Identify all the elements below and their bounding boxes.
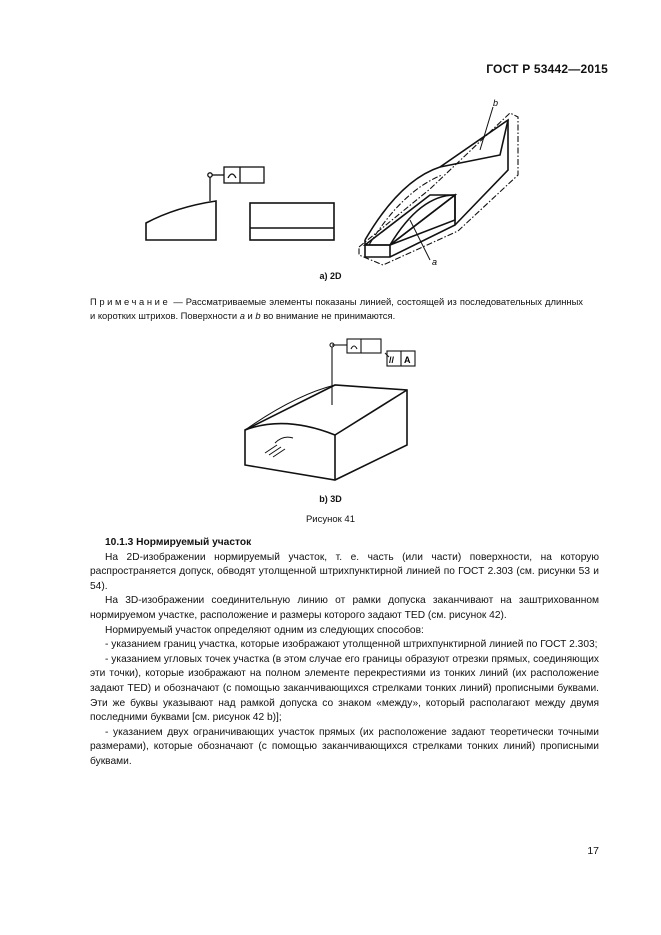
figure-a-2d-drawing xyxy=(140,95,530,275)
paragraph-2: На 3D-изображении соединительную линию от рамки допуска заканчивают на заштрихованном нормируемом участке, расположение и размеры которого задают TED (см. рисунок 42). xyxy=(90,595,599,621)
list-item-1: - указанием границ участка, которые изображают утолщенной штрихпунктирной линией по ГОСТ 2.303; xyxy=(105,639,598,651)
label-b: b xyxy=(493,98,499,108)
paragraph-1: На 2D-изображении нормируемый участок, т. е. часть (или части) поверхности, на которую распространяется допуск, обводят утолщенной штрихпунктирной линией по ГОСТ 2.303 (см. рисунки 53 и 54). xyxy=(90,551,599,592)
tolerance-frame-b xyxy=(347,339,381,353)
page-number: 17 xyxy=(587,845,599,857)
frame-symbol: // xyxy=(389,355,395,365)
isometric-view xyxy=(365,120,508,257)
front-view xyxy=(250,203,334,240)
list-item-3: - указанием двух ограничивающих участок прямых (их расположение задают теоретически точными размерами), которые обозначают (с помощью заканчивающихся стрелками тонких линий) прописными буквами. xyxy=(90,726,599,767)
profile-view xyxy=(146,201,216,240)
figure-number-caption: Рисунок 41 xyxy=(305,514,356,525)
dash-dot-outline xyxy=(359,113,518,265)
section-heading: 10.1.3 Нормируемый участок xyxy=(105,537,252,548)
paragraph-3: Нормируемый участок определяют одним из следующих способов: xyxy=(105,624,424,636)
frame-datum: A xyxy=(404,355,411,365)
label-a: a xyxy=(432,257,438,267)
note-paragraph: Примечание — Рассматриваемые элементы показаны линией, состоящей из последовательных длинных и коротких штрихов. Поверхности a и b во внимание не принимаются. xyxy=(90,296,583,321)
figure-a-caption: a) 2D xyxy=(319,271,342,281)
figure-b-3d-drawing xyxy=(235,335,435,490)
figure-b-caption: b) 3D xyxy=(319,494,342,504)
list-item-2: - указанием угловых точек участка (в этом случае его границы образуют отрезки прямых, соединяющих эти точки), которые изображают на полном элементе перекрестиями из тонких линий (их расположение задают TED) и обозначают (с помощью заканчивающихся стрелками тонких линий) прописными буквами. Эти же буквы указывают над рамкой допуска со знаком «между», который располагают между двумя последними буквами [см. рисунок 42 b)]; xyxy=(90,653,599,724)
note-label: Примечание xyxy=(90,296,171,307)
section-body xyxy=(90,536,599,770)
document-header: ГОСТ Р 53442—2015 xyxy=(486,62,608,76)
